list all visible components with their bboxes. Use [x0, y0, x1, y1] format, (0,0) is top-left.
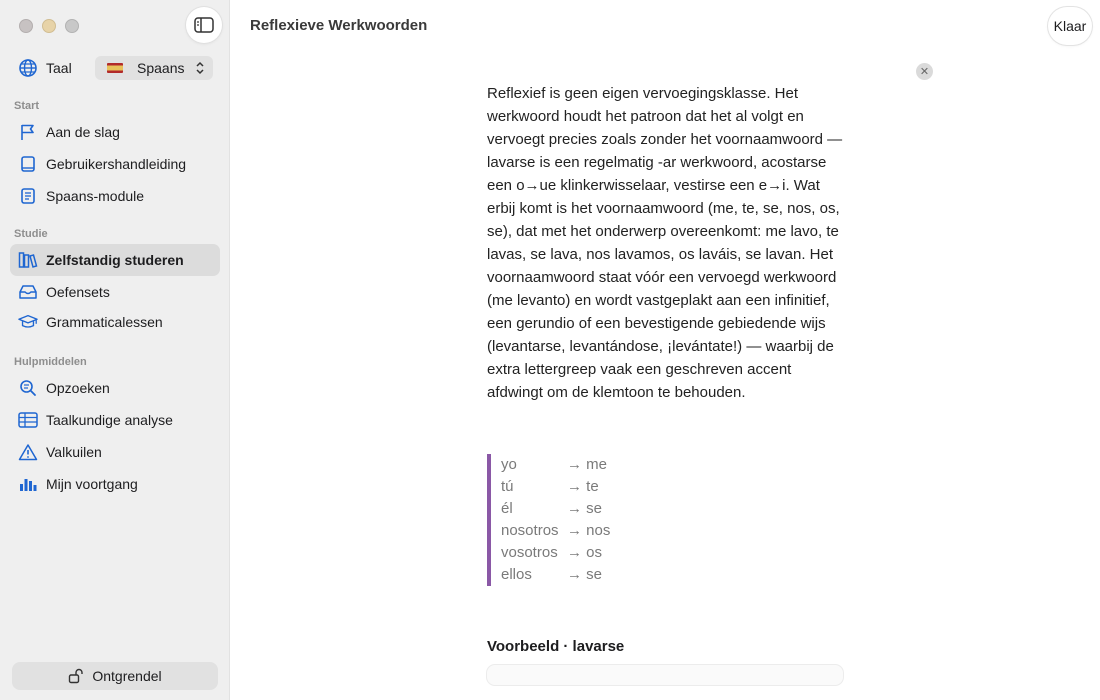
- table-row: [501, 542, 847, 564]
- reflexive-pronoun: → os: [567, 544, 603, 561]
- pronoun-table: [487, 454, 847, 586]
- main-content: [230, 0, 1100, 700]
- page-title: Reflexieve Werkwoorden: [250, 17, 428, 34]
- sidebar-item-label: Taalkundige analyse: [46, 412, 173, 428]
- minimize-window-button[interactable]: [42, 19, 56, 33]
- reflexive-pronoun: → se: [567, 500, 603, 517]
- sidebar-item-valkuilen[interactable]: [10, 436, 220, 468]
- sidebar-item-label: Grammaticalessen: [46, 314, 163, 330]
- flag-icon: [19, 123, 37, 141]
- zoom-window-button[interactable]: [65, 19, 79, 33]
- sidebar-item-mijn-voortgang[interactable]: [10, 468, 220, 500]
- notebook-icon: [19, 187, 37, 205]
- language-label: Taal: [46, 60, 72, 76]
- reflexive-pronoun: → nos: [567, 522, 611, 539]
- section-start: Start: [14, 100, 40, 112]
- subject-pronoun: vosotros: [501, 544, 558, 561]
- subject-pronoun: yo: [501, 456, 517, 473]
- close-icon[interactable]: ✕: [916, 63, 933, 80]
- sidebar-item-label: Opzoeken: [46, 380, 110, 396]
- example-card: [487, 665, 843, 685]
- language-value: Spaans: [137, 60, 185, 76]
- section-studie: Studie: [14, 228, 48, 240]
- sidebar-item-label: Oefensets: [46, 284, 110, 300]
- reflexive-pronoun: → te: [567, 478, 599, 495]
- done-button[interactable]: Klaar: [1048, 7, 1092, 45]
- unlock-icon: [68, 668, 84, 684]
- example-heading: Voorbeeld · lavarse: [487, 638, 625, 655]
- subject-pronoun: él: [501, 500, 513, 517]
- sidebar-toggle-button[interactable]: [186, 7, 222, 43]
- sidebar-item-opzoeken[interactable]: [10, 372, 220, 404]
- sidebar-item-label: Valkuilen: [46, 444, 102, 460]
- sidebar-item-zelfstandig-studeren[interactable]: [10, 244, 220, 276]
- unlock-button[interactable]: [12, 662, 218, 690]
- graduation-cap-icon: [18, 313, 38, 331]
- chevron-updown-icon: [195, 61, 205, 75]
- sidebar-item-spaans-module[interactable]: [10, 180, 220, 212]
- sidebar-item-grammaticalessen[interactable]: [10, 306, 220, 338]
- sidebar-item-label: Aan de slag: [46, 124, 120, 140]
- lesson-paragraph: Reflexief is geen eigen vervoegingsklasse. Het werkwoord houdt het patroon dat het al volgt en vervoegt precies zoals zonder het voornaamwoord — lavarse is een regelmatig -ar werkwoord, acostarse een o→ue klinkerwisselaar, vestirse een e→i. Wat erbij komt is het voornaamwoord (me, te, se, nos, os, se), dat met het onderwerp overeenkomt: me lavo, te lavas, se lava, nos lavamos, os laváis, se lavan. Het voornaamwoord staat vóór een vervoegd werkwoord (me levanto) en wordt vastgeplakt aan een infinitief, een gerundio of een bevestigende gebiedende wijs (levantarse, levantándose, ¡levántate!) — waarbij de extra lettergreep vaak een geschreven accent afdwingt om de klemtoon te behouden.: [487, 85, 843, 401]
- sidebar-item-aan-de-slag[interactable]: [10, 116, 220, 148]
- books-icon: [18, 251, 38, 269]
- sidebar-item-gebruikershandleiding[interactable]: [10, 148, 220, 180]
- sidebar-item-label: Zelfstandig studeren: [46, 252, 184, 268]
- subject-pronoun: ellos: [501, 566, 532, 583]
- unlock-label: Ontgrendel: [92, 668, 162, 684]
- language-select[interactable]: [95, 56, 213, 80]
- spain-flag-icon: [107, 63, 123, 73]
- tray-icon: [18, 283, 38, 301]
- sidebar: [0, 0, 230, 700]
- sidebar-item-oefensets[interactable]: [10, 276, 220, 308]
- sidebar-item-taalkundige-analyse[interactable]: [10, 404, 220, 436]
- reflexive-pronoun: → me: [567, 456, 608, 473]
- sidebar-item-label: Gebruikershandleiding: [46, 156, 187, 172]
- sidebar-item-label: Spaans-module: [46, 188, 145, 204]
- chart-icon: [18, 475, 38, 493]
- sidebar-item-label: Mijn voortgang: [46, 476, 138, 492]
- section-hulpmiddelen: Hulpmiddelen: [14, 356, 87, 368]
- table-row: [501, 498, 847, 520]
- language-row: [18, 56, 213, 80]
- book-icon: [19, 155, 37, 173]
- subject-pronoun: nosotros: [501, 522, 559, 539]
- close-window-button[interactable]: [19, 19, 33, 33]
- table-row: [501, 564, 847, 586]
- table-icon: [18, 412, 38, 428]
- table-row: [501, 454, 847, 476]
- lesson-content: [487, 82, 847, 685]
- window-controls: [19, 19, 79, 33]
- subject-pronoun: tú: [501, 478, 514, 495]
- search-icon: [19, 379, 37, 397]
- sidebar-icon: [194, 17, 214, 33]
- table-row: [501, 520, 847, 542]
- warning-icon: [18, 443, 38, 461]
- globe-icon: [18, 58, 38, 78]
- reflexive-pronoun: → se: [567, 566, 603, 583]
- table-row: [501, 476, 847, 498]
